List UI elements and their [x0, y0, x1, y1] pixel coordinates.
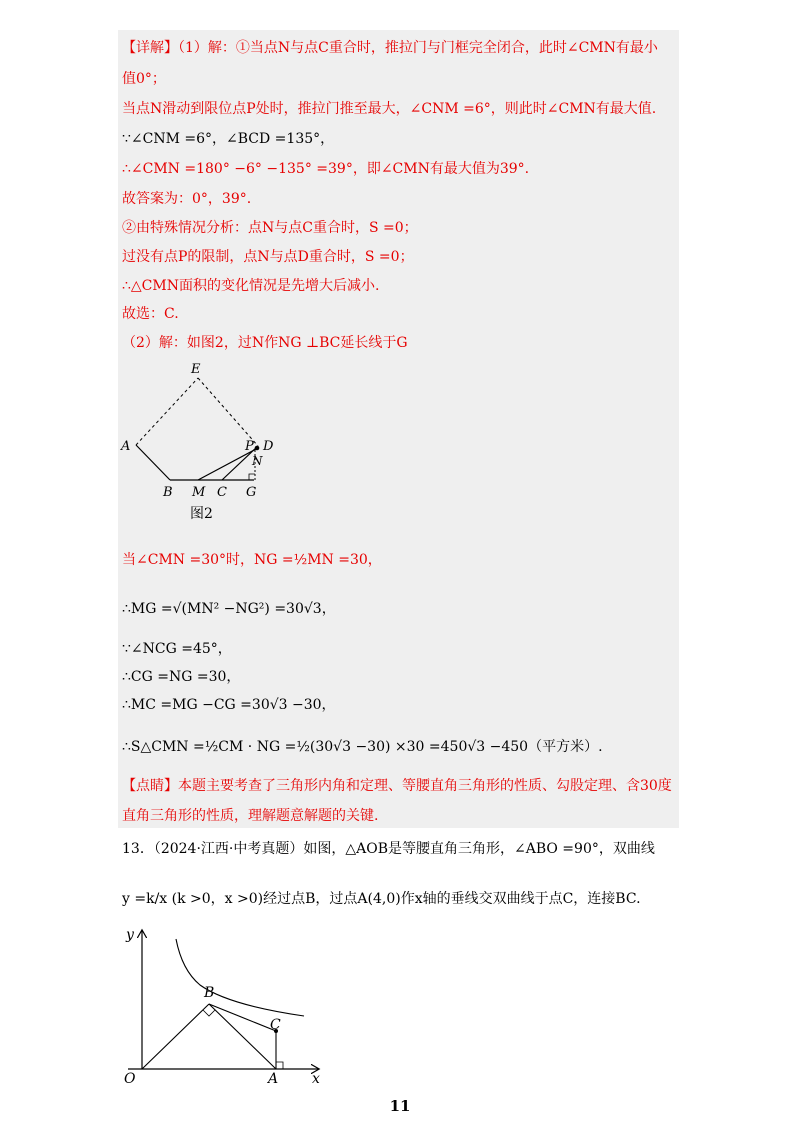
question-13-line-2: y =k/x (k >0，x >0)经过点B，过点A(4,0)作x轴的垂线交双曲线于点C，连接BC. — [122, 891, 641, 907]
solution-line-11: （2）解：如图2，过N作NG ⊥BC延长线于G — [122, 335, 408, 351]
label-y: y — [126, 927, 134, 943]
figure-caption: 图2 — [190, 506, 213, 522]
figure-2 — [118, 360, 288, 525]
right-angle-A — [276, 1062, 283, 1069]
label-D: D — [263, 439, 274, 454]
segment-AB — [136, 445, 170, 480]
step-4: ∴CG =NG =30， — [122, 669, 241, 685]
label-E: E — [191, 362, 201, 377]
point-P-dot — [255, 446, 260, 451]
solution-line-3: 当点N滑动到限位点P处时，推拉门推至最大，∠CNM =6°，则此时∠CMN有最大值. — [122, 101, 657, 117]
hyperbola-curve — [176, 939, 304, 1016]
right-angle-mark — [249, 474, 255, 480]
solution-line-10: 故选：C. — [122, 306, 179, 322]
label-P: P — [245, 439, 254, 454]
solution-line-5: ∴∠CMN =180° −6° −135° =39°，即∠CMN有最大值为39°. — [122, 161, 530, 177]
step-1: 当∠CMN =30°时，NG =½MN =30， — [122, 552, 382, 568]
label-A: A — [121, 439, 131, 454]
step-2: ∴MG =√(MN² −NG²) =30√3， — [122, 601, 336, 617]
step-3: ∵∠NCG =45°， — [122, 641, 232, 657]
solution-line-7: ②由特殊情况分析：点N与点C重合时，S =0； — [122, 220, 418, 236]
segment-OB — [142, 1004, 209, 1069]
page-number: 11 — [389, 1097, 411, 1115]
label-N: N — [252, 454, 263, 468]
label-O: O — [124, 1071, 136, 1087]
step-6: ∴S△CMN =½CM · NG =½(30√3 −30) ×30 =450√3 −450（平方米）. — [122, 739, 603, 755]
label-x: x — [312, 1071, 320, 1087]
solution-line-9: ∴△CMN面积的变化情况是先增大后减小. — [122, 278, 380, 294]
label-M: M — [192, 485, 206, 500]
label-G: G — [246, 485, 257, 500]
label-C: C — [217, 485, 227, 500]
label-B: B — [204, 985, 215, 1001]
question-13-line-1: 13．（2024·江西·中考真题）如图，△AOB是等腰直角三角形，∠ABO =90°，双曲线 — [122, 841, 655, 857]
comment-line-2: 直角三角形的性质，理解题意解题的关键. — [122, 808, 379, 824]
label-C: C — [270, 1017, 281, 1033]
segment-BC — [209, 1004, 276, 1031]
comment-line-1: 【点睛】本题主要考查了三角形内角和定理、等腰直角三角形的性质、勾股定理、含30度 — [122, 778, 672, 794]
question-13-figure — [118, 925, 338, 1090]
solution-line-2: 值0°； — [122, 71, 166, 87]
step-5: ∴MC =MG −CG =30√3 −30， — [122, 697, 336, 713]
solution-line-6: 故答案为：0°，39°. — [122, 191, 252, 207]
label-B: B — [163, 485, 173, 500]
solution-line-1: 【详解】（1）解：①当点N与点C重合时，推拉门与门框完全闭合，此时∠CMN有最小 — [122, 40, 658, 56]
label-A: A — [268, 1071, 279, 1087]
solution-line-8: 过没有点P的限制，点N与点D重合时，S =0； — [122, 249, 414, 265]
right-angle-B — [203, 1010, 215, 1016]
dashed-ED — [198, 378, 258, 446]
solution-line-4: ∵∠CNM =6°，∠BCD =135°， — [122, 131, 335, 147]
segment-BA — [209, 1004, 276, 1069]
dashed-AE — [136, 378, 198, 445]
